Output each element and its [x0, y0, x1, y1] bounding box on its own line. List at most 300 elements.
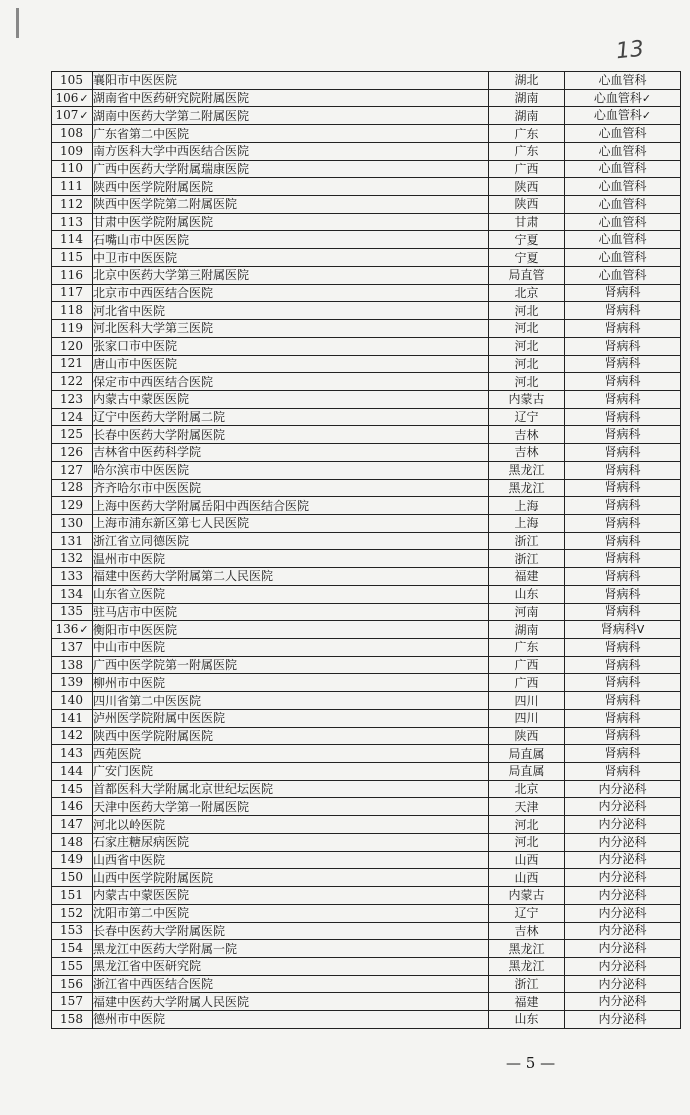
department-text: 内分泌科 [598, 958, 647, 973]
row-number [52, 284, 93, 302]
department-text: 肾病科 [604, 746, 641, 761]
province: 河北 [489, 816, 565, 834]
province: 吉林 [489, 444, 565, 462]
hospital-name: 驻马店市中医院 [93, 603, 489, 621]
table-row [52, 444, 681, 462]
table-row [52, 603, 681, 621]
row-number-text: 106 [55, 90, 79, 105]
department [565, 816, 681, 834]
table-row [52, 213, 681, 231]
department-text: 心血管科 [593, 90, 642, 105]
table-row [52, 231, 681, 249]
row-number [52, 266, 93, 284]
province: 河南 [489, 603, 565, 621]
row-number [52, 851, 93, 869]
row-number [52, 887, 93, 905]
department [565, 887, 681, 905]
department-text: 内分泌科 [598, 887, 647, 902]
row-number [52, 745, 93, 763]
province: 陕西 [489, 727, 565, 745]
hospital-name: 张家口市中医院 [93, 337, 489, 355]
department [565, 89, 681, 107]
row-number-text: 153 [60, 923, 83, 938]
hospital-name: 四川省第二中医医院 [93, 692, 489, 710]
department [565, 709, 681, 727]
table-row [52, 72, 681, 90]
table-row [52, 780, 681, 798]
row-number [52, 125, 93, 143]
province: 局直属 [489, 745, 565, 763]
department-text: 肾病科 [604, 338, 641, 353]
province: 湖南 [489, 621, 565, 639]
province: 广东 [489, 125, 565, 143]
department-text: 肾病科 [604, 728, 641, 743]
table-row [52, 514, 681, 532]
hospital-name: 襄阳市中医医院 [93, 72, 489, 90]
table-row [52, 727, 681, 745]
table-row [52, 940, 681, 958]
scan-edge-mark [16, 8, 19, 38]
row-number-text: 141 [60, 710, 83, 725]
province: 湖南 [489, 89, 565, 107]
row-number-text: 150 [60, 870, 83, 885]
department [565, 390, 681, 408]
hospital-name: 吉林省中医药科学院 [93, 444, 489, 462]
department [565, 178, 681, 196]
row-number [52, 72, 93, 90]
department-text: 肾病科 [604, 480, 641, 495]
department-text: 内分泌科 [598, 905, 647, 920]
department-text: 内分泌科 [598, 923, 647, 938]
department-text: 心血管科 [598, 267, 647, 282]
department-text: 肾病科 [604, 409, 641, 424]
table-row [52, 320, 681, 338]
hospital-name: 石嘴山市中医医院 [93, 231, 489, 249]
hospital-name: 北京市中西医结合医院 [93, 284, 489, 302]
check-mark-icon: ✓ [79, 109, 89, 123]
hospital-name: 福建中医药大学附属第二人民医院 [93, 568, 489, 586]
row-number [52, 196, 93, 214]
department-text: 肾病科 [604, 391, 641, 406]
table-row [52, 639, 681, 657]
row-number [52, 780, 93, 798]
department-text: 内分泌科 [598, 852, 647, 867]
department-text: 肾病科 [604, 444, 641, 459]
row-number [52, 993, 93, 1011]
province: 湖北 [489, 72, 565, 90]
row-number [52, 674, 93, 692]
row-number [52, 373, 93, 391]
table-row [52, 284, 681, 302]
row-number-text: 108 [60, 126, 83, 141]
department [565, 479, 681, 497]
page-number: — 5 — [506, 1054, 556, 1072]
department [565, 231, 681, 249]
hospital-table [51, 71, 681, 1029]
department [565, 656, 681, 674]
province: 河北 [489, 337, 565, 355]
row-number [52, 639, 93, 657]
hospital-name: 石家庄糖尿病医院 [93, 833, 489, 851]
row-number-text: 134 [60, 586, 83, 601]
department [565, 196, 681, 214]
department-text: 内分泌科 [598, 781, 647, 796]
department-text: 心血管科 [598, 214, 647, 229]
department [565, 337, 681, 355]
hospital-name: 西苑医院 [93, 745, 489, 763]
row-number [52, 709, 93, 727]
table-row [52, 408, 681, 426]
department-text: 心血管科 [598, 232, 647, 247]
department-text: 肾病科 [604, 710, 641, 725]
hospital-name: 哈尔滨市中医医院 [93, 461, 489, 479]
row-number [52, 107, 93, 125]
row-number [52, 355, 93, 373]
province: 辽宁 [489, 408, 565, 426]
department-text: 肾病科 [604, 374, 641, 389]
table-row [52, 89, 681, 107]
province: 上海 [489, 514, 565, 532]
row-number-text: 111 [60, 179, 83, 194]
check-mark-icon: ✓ [79, 623, 89, 637]
province: 上海 [489, 497, 565, 515]
row-number [52, 142, 93, 160]
row-number-text: 127 [60, 462, 83, 477]
row-number-text: 115 [60, 250, 83, 265]
table-row [52, 479, 681, 497]
row-number [52, 904, 93, 922]
table-row [52, 585, 681, 603]
table-row [52, 461, 681, 479]
table-row [52, 390, 681, 408]
row-number [52, 426, 93, 444]
province: 吉林 [489, 922, 565, 940]
department [565, 869, 681, 887]
row-number [52, 922, 93, 940]
row-number [52, 763, 93, 781]
row-number-text: 138 [60, 657, 83, 672]
department [565, 373, 681, 391]
row-number [52, 497, 93, 515]
province: 湖南 [489, 107, 565, 125]
hospital-name: 天津中医药大学第一附属医院 [93, 798, 489, 816]
hospital-name: 浙江省立同德医院 [93, 532, 489, 550]
row-number [52, 320, 93, 338]
province: 河北 [489, 320, 565, 338]
row-number [52, 89, 93, 107]
department [565, 72, 681, 90]
row-number-text: 118 [60, 303, 83, 318]
hospital-name: 泸州医学院附属中医医院 [93, 709, 489, 727]
hospital-name: 长春中医药大学附属医院 [93, 426, 489, 444]
hospital-name: 山西省中医院 [93, 851, 489, 869]
hospital-name: 山东省立医院 [93, 585, 489, 603]
row-number [52, 692, 93, 710]
province: 宁夏 [489, 249, 565, 267]
hospital-name: 陕西中医学院附属医院 [93, 178, 489, 196]
department [565, 142, 681, 160]
table-row [52, 497, 681, 515]
row-number-text: 157 [60, 994, 83, 1009]
row-number-text: 120 [60, 338, 83, 353]
province: 宁夏 [489, 231, 565, 249]
hospital-name: 陕西中医学院附属医院 [93, 727, 489, 745]
table-row [52, 763, 681, 781]
department [565, 302, 681, 320]
table-row [52, 692, 681, 710]
table-row [52, 302, 681, 320]
province: 局直属 [489, 763, 565, 781]
department-text: 心血管科 [598, 250, 647, 265]
department-text: 心血管科 [598, 161, 647, 176]
province: 福建 [489, 993, 565, 1011]
table-row [52, 887, 681, 905]
department [565, 745, 681, 763]
province: 甘肃 [489, 213, 565, 231]
department [565, 763, 681, 781]
hospital-name: 温州市中医院 [93, 550, 489, 568]
province: 吉林 [489, 426, 565, 444]
row-number-text: 109 [60, 143, 83, 158]
hospital-name: 上海市浦东新区第七人民医院 [93, 514, 489, 532]
table-row [52, 798, 681, 816]
province: 河北 [489, 373, 565, 391]
table-row [52, 107, 681, 125]
province: 天津 [489, 798, 565, 816]
row-number [52, 816, 93, 834]
row-number-text: 139 [60, 675, 83, 690]
province: 广西 [489, 656, 565, 674]
table-row [52, 337, 681, 355]
table-row [52, 993, 681, 1011]
row-number-text: 110 [60, 161, 83, 176]
hospital-name: 柳州市中医院 [93, 674, 489, 692]
province: 山东 [489, 585, 565, 603]
hospital-name: 内蒙古中蒙医医院 [93, 887, 489, 905]
hospital-name: 广西中医药大学附属瑞康医院 [93, 160, 489, 178]
department [565, 426, 681, 444]
check-mark-icon: ✓ [79, 91, 89, 105]
row-number [52, 798, 93, 816]
province: 内蒙古 [489, 887, 565, 905]
province: 广西 [489, 674, 565, 692]
province: 四川 [489, 692, 565, 710]
department [565, 125, 681, 143]
row-number-text: 132 [60, 551, 83, 566]
province: 广西 [489, 160, 565, 178]
department-check-mark-icon: V [636, 623, 645, 637]
department [565, 940, 681, 958]
department [565, 444, 681, 462]
department-text: 肾病科 [604, 320, 641, 335]
department [565, 833, 681, 851]
row-number [52, 178, 93, 196]
row-number-text: 130 [60, 515, 83, 530]
department-text: 心血管科 [598, 143, 647, 158]
department-text: 肾病科 [604, 303, 641, 318]
row-number-text: 148 [60, 834, 83, 849]
row-number [52, 302, 93, 320]
province: 福建 [489, 568, 565, 586]
row-number [52, 160, 93, 178]
department-text: 内分泌科 [598, 834, 647, 849]
hospital-name: 黑龙江中医药大学附属一院 [93, 940, 489, 958]
province: 内蒙古 [489, 390, 565, 408]
hospital-name: 中卫市中医医院 [93, 249, 489, 267]
department-text: 心血管科 [598, 196, 647, 211]
department [565, 922, 681, 940]
province: 四川 [489, 709, 565, 727]
row-number-text: 131 [60, 533, 83, 548]
department-text: 内分泌科 [598, 994, 647, 1009]
row-number-text: 149 [60, 852, 83, 867]
province: 北京 [489, 780, 565, 798]
department [565, 284, 681, 302]
table-row [52, 869, 681, 887]
province: 陕西 [489, 196, 565, 214]
row-number-text: 137 [60, 639, 83, 654]
department [565, 355, 681, 373]
row-number [52, 213, 93, 231]
hospital-name: 湖南中医药大学第二附属医院 [93, 107, 489, 125]
hospital-name: 广安门医院 [93, 763, 489, 781]
hospital-name: 广西中医学院第一附属医院 [93, 656, 489, 674]
hospital-name: 长春中医药大学附属医院 [93, 922, 489, 940]
department [565, 1011, 681, 1029]
table-row [52, 975, 681, 993]
row-number [52, 231, 93, 249]
department [565, 798, 681, 816]
hospital-name: 德州市中医院 [93, 1011, 489, 1029]
province: 局直管 [489, 266, 565, 284]
department [565, 639, 681, 657]
department-text: 肾病科 [600, 622, 637, 637]
row-number [52, 514, 93, 532]
table-row [52, 957, 681, 975]
department [565, 461, 681, 479]
hospital-name: 沈阳市第二中医院 [93, 904, 489, 922]
province: 河北 [489, 833, 565, 851]
row-number-text: 158 [60, 1011, 83, 1026]
department [565, 851, 681, 869]
row-number [52, 550, 93, 568]
table-row [52, 851, 681, 869]
row-number-text: 124 [60, 409, 83, 424]
department-text: 心血管科 [598, 179, 647, 194]
department [565, 568, 681, 586]
row-number-text: 112 [60, 196, 83, 211]
hospital-name: 河北以岭医院 [93, 816, 489, 834]
department-text: 肾病科 [604, 763, 641, 778]
province: 黑龙江 [489, 479, 565, 497]
province: 浙江 [489, 550, 565, 568]
department [565, 727, 681, 745]
row-number [52, 975, 93, 993]
row-number-text: 116 [60, 267, 83, 282]
row-number-text: 143 [60, 746, 83, 761]
department-text: 内分泌科 [598, 799, 647, 814]
department [565, 975, 681, 993]
table-row [52, 816, 681, 834]
department-text: 肾病科 [604, 285, 641, 300]
province: 辽宁 [489, 904, 565, 922]
department [565, 497, 681, 515]
department-check-mark-icon: ✓ [641, 109, 652, 123]
row-number [52, 444, 93, 462]
department-text: 肾病科 [604, 498, 641, 513]
table-row [52, 426, 681, 444]
department [565, 249, 681, 267]
department-text: 内分泌科 [598, 976, 647, 991]
hospital-name: 衡阳市中医医院 [93, 621, 489, 639]
hospital-name: 北京中医药大学第三附属医院 [93, 266, 489, 284]
table-row [52, 373, 681, 391]
row-number-text: 142 [60, 728, 83, 743]
row-number-text: 126 [60, 444, 83, 459]
hospital-name: 辽宁中医药大学附属二院 [93, 408, 489, 426]
hospital-name: 陕西中医学院第二附属医院 [93, 196, 489, 214]
department-text: 内分泌科 [598, 870, 647, 885]
hospital-name: 福建中医药大学附属人民医院 [93, 993, 489, 1011]
row-number [52, 585, 93, 603]
department [565, 213, 681, 231]
hospital-name: 河北省中医院 [93, 302, 489, 320]
row-number [52, 390, 93, 408]
department [565, 621, 681, 639]
province: 山西 [489, 869, 565, 887]
department-text: 肾病科 [604, 604, 641, 619]
province: 广东 [489, 142, 565, 160]
row-number-text: 125 [60, 427, 83, 442]
province: 北京 [489, 284, 565, 302]
row-number-text: 122 [60, 374, 83, 389]
row-number [52, 603, 93, 621]
province: 广东 [489, 639, 565, 657]
department [565, 266, 681, 284]
department-text: 心血管科 [598, 126, 647, 141]
province: 黑龙江 [489, 940, 565, 958]
row-number-text: 121 [60, 356, 83, 371]
department [565, 107, 681, 125]
department [565, 993, 681, 1011]
department-text: 肾病科 [604, 657, 641, 672]
table-row [52, 904, 681, 922]
row-number-text: 135 [60, 604, 83, 619]
department-text: 肾病科 [604, 533, 641, 548]
province: 浙江 [489, 532, 565, 550]
row-number-text: 155 [60, 958, 83, 973]
department [565, 550, 681, 568]
department [565, 514, 681, 532]
row-number-text: 128 [60, 480, 83, 495]
province: 黑龙江 [489, 461, 565, 479]
table-row [52, 922, 681, 940]
department-text: 肾病科 [604, 693, 641, 708]
hospital-name: 齐齐哈尔市中医医院 [93, 479, 489, 497]
row-number-text: 152 [60, 905, 83, 920]
row-number-text: 105 [60, 72, 83, 87]
row-number-text: 113 [60, 214, 83, 229]
table-row [52, 674, 681, 692]
row-number-text: 146 [60, 799, 83, 814]
table-row [52, 709, 681, 727]
hospital-name: 南方医科大学中西医结合医院 [93, 142, 489, 160]
province: 陕西 [489, 178, 565, 196]
department [565, 692, 681, 710]
department [565, 532, 681, 550]
row-number [52, 621, 93, 639]
row-number [52, 249, 93, 267]
